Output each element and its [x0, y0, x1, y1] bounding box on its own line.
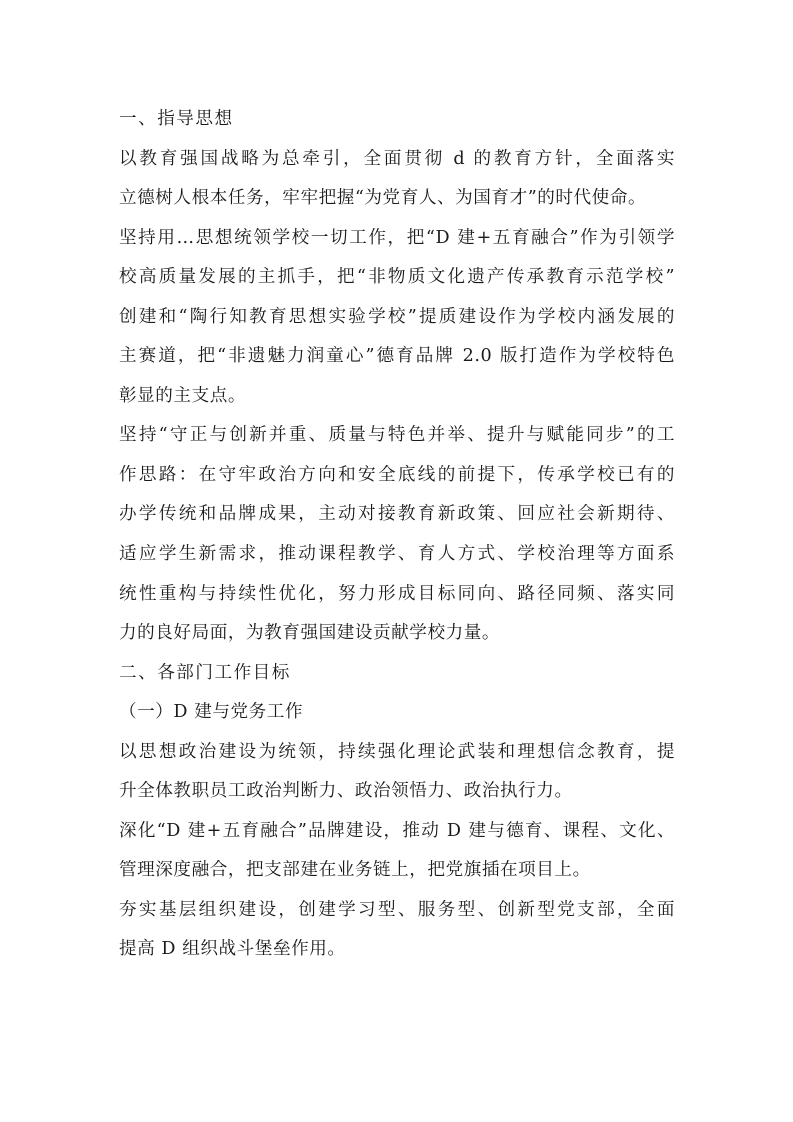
document-page: [119, 100, 675, 970]
paragraph-guiding-1: [119, 140, 675, 219]
paragraph-line: 办学传统和品牌成果，主动对接教育新政策、回应社会新期待、: [119, 504, 675, 525]
paragraph-party-2: [119, 812, 675, 891]
paragraph-line: 管理深度融合，把支部建在业务链上，把党旗插在项目上。: [119, 860, 591, 881]
paragraph-line: 适应学生新需求，推动课程教学、育人方式、学校治理等方面系: [119, 544, 675, 565]
subsection-heading-party-building: （一）D 建与党务工作: [119, 702, 304, 723]
paragraph-line: 校高质量发展的主抓手，把“非物质文化遗产传承教育示范学校”: [119, 267, 675, 288]
section-heading-department-goals: 二、各部门工作目标: [119, 662, 291, 683]
paragraph-line: 坚持“守正与创新并重、质量与特色并举、提升与赋能同步”的工: [119, 425, 675, 446]
section-heading-guiding-ideology: 一、指导思想: [119, 109, 234, 129]
paragraph-line: 深化“D 建+五育融合”品牌建设，推动 D 建与德育、课程、文化、: [119, 820, 675, 841]
paragraph-line: 以教育强国战略为总牵引，全面贯彻 d 的教育方针，全面落实: [119, 148, 675, 169]
paragraph-line: 主赛道，把“非遗魅力润童心”德育品牌 2.0 版打造作为学校特色: [119, 346, 675, 367]
paragraph-line: 创建和“陶行知教育思想实验学校”提质建设作为学校内涵发展的: [119, 306, 675, 327]
paragraph-line: 立德树人根本任务，牢牢把握“为党育人、为国育才”的时代使命。: [119, 188, 647, 209]
paragraph-line: 夯实基层组织建设，创建学习型、服务型、创新型党支部，全面: [119, 899, 675, 920]
paragraph-line: 坚持用…思想统领学校一切工作，把“D 建+五育融合”作为引领学: [119, 227, 675, 248]
paragraph-line: 力的良好局面，为教育强国建设贡献学校力量。: [119, 623, 501, 644]
paragraph-line: 提高 D 组织战斗堡垒作用。: [119, 939, 346, 960]
paragraph-line: 统性重构与持续性优化，努力形成目标同向、路径同频、落实同: [119, 583, 675, 604]
paragraph-line: 以思想政治建设为统领，持续强化理论武装和理想信念教育，提: [119, 741, 675, 762]
paragraph-party-3: [119, 891, 675, 970]
paragraph-party-1: [119, 733, 675, 812]
paragraph-guiding-3: [119, 416, 675, 653]
paragraph-line: 彰显的主支点。: [119, 385, 247, 406]
paragraph-line: 升全体教职员工政治判断力、政治领悟力、政治执行力。: [119, 781, 573, 802]
paragraph-guiding-2: [119, 219, 675, 417]
paragraph-line: 作思路：在守牢政治方向和安全底线的前提下，传承学校已有的: [119, 464, 675, 485]
